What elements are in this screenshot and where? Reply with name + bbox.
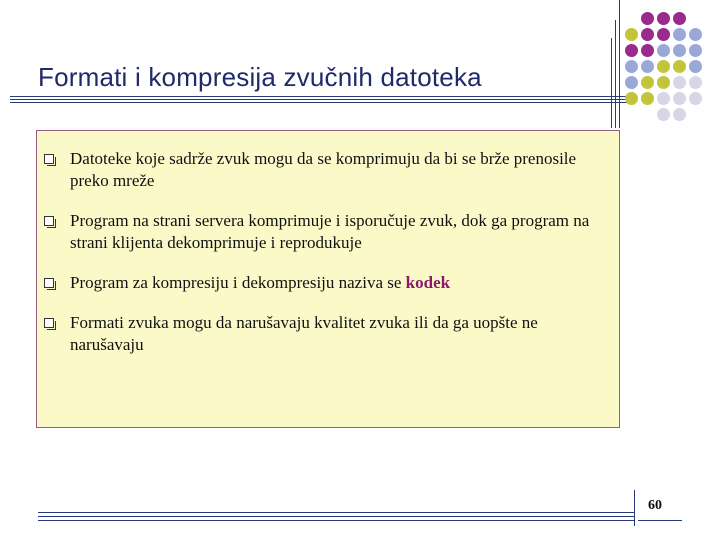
bullet-item-1 xyxy=(44,148,604,192)
bullet-text-part: Program za kompresiju i dekompresiju naziva se xyxy=(70,273,406,292)
dot xyxy=(673,76,686,89)
dot xyxy=(641,92,654,105)
dot xyxy=(657,108,670,121)
dot xyxy=(641,60,654,73)
dot xyxy=(673,12,686,25)
title-underline-1 xyxy=(10,96,632,97)
footer-line-right xyxy=(638,520,682,521)
bullet-text: Datoteke koje sadrže zvuk mogu da se komprimuju da bi se brže prenosile preko mreže xyxy=(70,149,577,190)
title-underline-3 xyxy=(10,102,632,103)
bullet-item-3 xyxy=(44,272,604,294)
dot xyxy=(673,44,686,57)
footer-line-3 xyxy=(38,520,634,521)
right-vertical-line-1 xyxy=(611,38,612,128)
footer-line-2 xyxy=(38,516,634,517)
dot xyxy=(689,92,702,105)
slide-title: Formati i kompresija zvučnih datoteka xyxy=(38,62,482,92)
dot xyxy=(641,76,654,89)
dot xyxy=(657,76,670,89)
dot xyxy=(689,76,702,89)
bullet-text xyxy=(70,272,604,294)
dot xyxy=(657,92,670,105)
bullet-text: Program na strani servera komprimuje i isporučuje zvuk, dok ga program na strani klijenta dekomprimuje i reprodukuje xyxy=(70,211,590,252)
dot xyxy=(657,44,670,57)
dot xyxy=(657,12,670,25)
footer-vertical-line xyxy=(634,490,635,526)
dot xyxy=(641,12,654,25)
footer-line-1 xyxy=(38,512,634,513)
dot xyxy=(625,28,638,41)
right-vertical-line-3 xyxy=(619,0,620,128)
right-vertical-line-2 xyxy=(615,20,616,128)
square-bullet-icon xyxy=(44,278,54,288)
square-bullet-icon xyxy=(44,216,54,226)
dot xyxy=(689,60,702,73)
dot xyxy=(625,76,638,89)
square-bullet-icon xyxy=(44,154,54,164)
dot xyxy=(673,28,686,41)
dot xyxy=(689,28,702,41)
bullet-text: Formati zvuka mogu da narušavaju kvalitet zvuka ili da ga uopšte ne narušavaju xyxy=(70,313,538,354)
dot xyxy=(657,28,670,41)
bullet-item-4 xyxy=(44,312,604,356)
dot xyxy=(641,28,654,41)
dot xyxy=(673,108,686,121)
dot xyxy=(673,60,686,73)
dot xyxy=(689,44,702,57)
dot xyxy=(657,60,670,73)
square-bullet-icon xyxy=(44,318,54,328)
dot xyxy=(625,92,638,105)
keyword-kodek: kodek xyxy=(405,273,451,292)
dot xyxy=(641,44,654,57)
title-underline-2 xyxy=(10,99,632,100)
dot xyxy=(625,60,638,73)
page-number: 60 xyxy=(648,498,662,513)
dot xyxy=(673,92,686,105)
bullet-item-2 xyxy=(44,210,604,254)
dot xyxy=(625,44,638,57)
